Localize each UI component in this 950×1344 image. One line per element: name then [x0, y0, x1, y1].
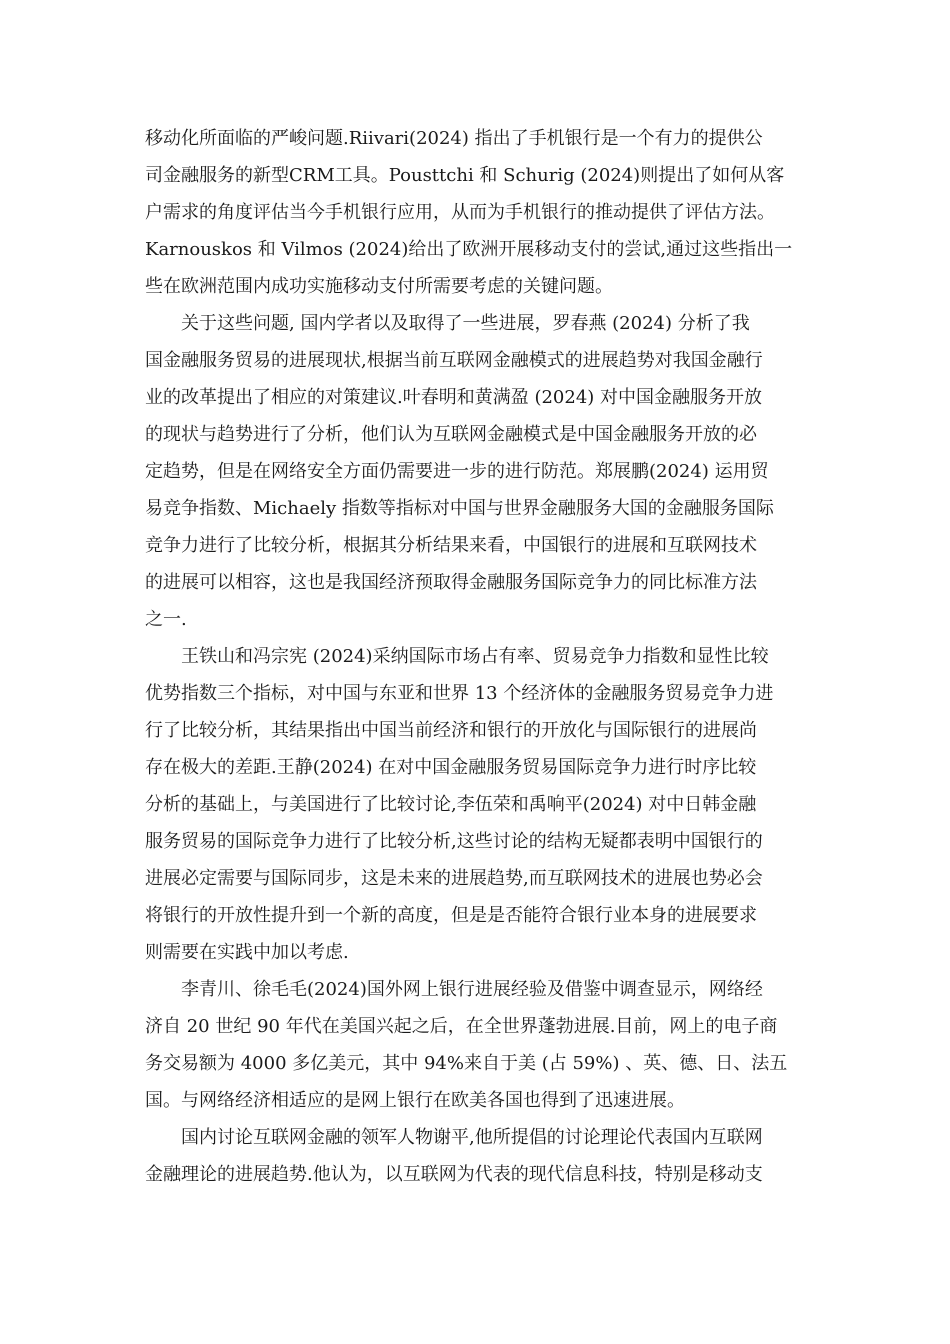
- text-line: 易竞争指数、Michaely 指数等指标对中国与世界金融服务大国的金融服务国际: [145, 498, 774, 519]
- paragraph-domestic-scholars: [145, 305, 805, 638]
- text-line: 竞争力进行了比较分析，根据其分析结果来看，中国银行的进展和互联网技术: [145, 535, 757, 556]
- text-line: 定趋势，但是在网络安全方面仍需要进一步的进行防范。郑展鹏(2024) 运用贸: [145, 461, 769, 482]
- text-line: 济自 20 世纪 90 年代在美国兴起之后，在全世界蓬勃进展.目前，网上的电子商: [145, 1016, 778, 1037]
- text-line: Karnouskos 和 Vilmos (2024)给出了欧洲开展移动支付的尝试,通过这些指出一: [145, 239, 793, 260]
- text-line: 国金融服务贸易的进展现状,根据当前互联网金融模式的进展趋势对我国金融行: [145, 350, 763, 371]
- text-line: 关于这些问题, 国内学者以及取得了一些进展，罗春燕 (2024) 分析了我: [181, 313, 750, 334]
- paragraph-online-banking-survey: [145, 971, 805, 1119]
- text-line: 国内讨论互联网金融的领军人物谢平,他所提倡的讨论理论代表国内互联网: [181, 1127, 763, 1148]
- text-line: 业的改革提出了相应的对策建议.叶春明和黄满盈 (2024) 对中国金融服务开放: [145, 387, 763, 408]
- paragraph-mobile-banking-research: [145, 120, 805, 305]
- text-line: 服务贸易的国际竞争力进行了比较分析,这些讨论的结构无疑都表明中国银行的: [145, 831, 763, 852]
- text-line: 些在欧洲范围内成功实施移动支付所需要考虑的关键问题。: [145, 276, 613, 297]
- text-line: 务交易额为 4000 多亿美元，其中 94%来自于美 (占 59%) 、英、德、日、法五: [145, 1053, 788, 1074]
- text-line: 国。与网络经济相适应的是网上银行在欧美各国也得到了迅速进展。: [145, 1090, 685, 1111]
- text-line: 优势指数三个指标，对中国与东亚和世界 13 个经济体的金融服务贸易竞争力进: [145, 683, 774, 704]
- text-line: 户需求的角度评估当今手机银行应用，从而为手机银行的推动提供了评估方法。: [145, 202, 775, 223]
- text-line: 李青川、徐毛毛(2024)国外网上银行进展经验及借鉴中调查显示，网络经: [181, 979, 763, 1000]
- text-line: 的进展可以相容，这也是我国经济预取得金融服务国际竞争力的同比标准方法: [145, 572, 757, 593]
- paragraph-internet-finance-theory: [145, 1119, 805, 1193]
- text-line: 的现状与趋势进行了分析，他们认为互联网金融模式是中国金融服务开放的必: [145, 424, 757, 445]
- text-line: 进展必定需要与国际同步，这是未来的进展趋势,而互联网技术的进展也势必会: [145, 868, 763, 889]
- text-line: 行了比较分析，其结果指出中国当前经济和银行的开放化与国际银行的进展尚: [145, 720, 757, 741]
- document-body: [145, 120, 805, 1193]
- text-line: 之一.: [145, 609, 187, 630]
- text-line: 移动化所面临的严峻问题.Riivari(2024) 指出了手机银行是一个有力的提供公: [145, 128, 763, 149]
- text-line: 存在极大的差距.王静(2024) 在对中国金融服务贸易国际竞争力进行时序比较: [145, 757, 757, 778]
- text-line: 王铁山和冯宗宪 (2024)采纳国际市场占有率、贸易竞争力指数和显性比较: [181, 646, 769, 667]
- text-line: 分析的基础上，与美国进行了比较讨论,李伍荣和禹响平(2024) 对中日韩金融: [145, 794, 757, 815]
- text-line: 司金融服务的新型CRM工具。Pousttchi 和 Schurig (2024)则提出了如何从客: [145, 165, 785, 186]
- text-line: 将银行的开放性提升到一个新的高度，但是是否能符合银行业本身的进展要求: [145, 905, 757, 926]
- text-line: 金融理论的进展趋势.他认为，以互联网为代表的现代信息科技，特别是移动支: [145, 1164, 763, 1185]
- paragraph-competitiveness-comparison: [145, 638, 805, 971]
- text-line: 则需要在实践中加以考虑.: [145, 942, 349, 963]
